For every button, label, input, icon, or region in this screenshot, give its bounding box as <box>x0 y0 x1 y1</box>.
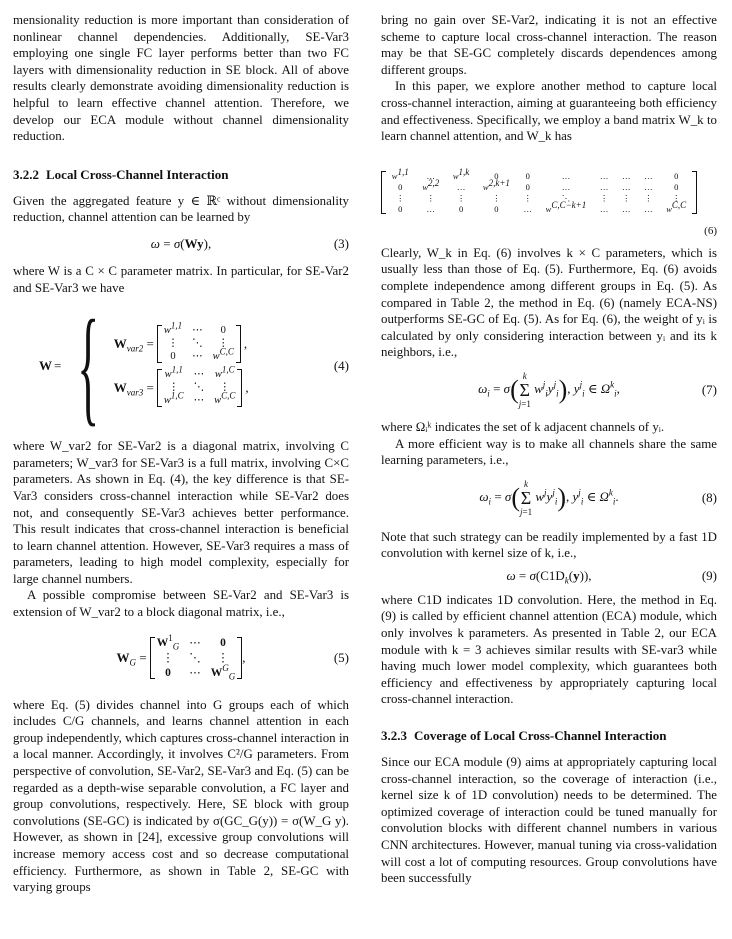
section-heading-3-2-2 <box>13 167 349 183</box>
paragraph-se-gc-gain: bring no gain over SE-Var2, indicating it is not an effective scheme to capture local cross-channel interaction. The reason may be that SE-GC completely discards dependences among different groups. <box>381 13 717 77</box>
left-column <box>13 12 349 896</box>
equation-4: W = { $W_{var2}$ = $w^{1,1}$ ⋯ 0 ⋮ ⋱ ⋮ 0 ⋯ $w^{C,C}$ , $W_{var3}$ = $w^{1,1}$ ⋯ $w^{1,C}$ ⋮ ⋱ ⋮ $w^{1,C}$ ⋯ $w^{C,C}$ , (4) <box>39 294 349 439</box>
equation-number: (5) <box>333 649 349 665</box>
paragraph-group-convolution: where Eq. (5) divides channel into G groups each of which includes C/G channels, and learns channel attention in each group independently, which captures cross-channel interaction in a local manner. Accordingly, it involves C²/G parameters. From perspective of convolution, SE-Var2, SE-Var3 and Eq. (5) can be regarded as a depth-wise separable convolution, a FC layer and group convolutions, respectively. Here, SE block with group convolutions (SE-GC) is indicated by σ(GC_G(y)) = σ(W_G y). However, as shown in [24], excessive group convolutions will increase memory access cost and so decrease computational efficiency. Furthermore, as shown in Table 2, SE-GC with varying groups <box>13 697 349 895</box>
paragraph-dim-reduction: mensionality reduction is more important than consideration of nonlinear channel dependencies. Additionally, SE-Var3 employing one single FC layer performs better than two FC layers with dimensionality reduction in SE block. All of above results clearly demonstrate avoiding dimensionality reduction is helpful to learn effective channel attention. Therefore, we develop our ECA module without channel dimensionality reduction. <box>13 13 349 144</box>
section-number: 3.2.2 <box>13 166 39 182</box>
equation-number: (9) <box>701 567 717 583</box>
paragraph-aggregated-feature: Given the aggregated feature y ∈ ℝᶜ without dimensionality reduction, channel attention can be learned by <box>13 193 349 225</box>
section-title: Coverage of Local Cross-Channel Interaction <box>414 728 667 744</box>
paragraph-var2-var3: where W_var2 for SE-Var2 is a diagonal matrix, involving C parameters; W_var3 for SE-Var3 is a full matrix, involving C×C parameters. As shown in Eq. (4), the key difference is that SE-Var3 considers cross-channel interaction while SE-Var2 does not, and consequently SE-Var3 achieves better performance. This result indicates that cross-channel interaction is beneficial to learn channel attention. However, SE-Var3 requires a mass of parameters, leading to high model complexity, especially for large channel numbers. <box>13 439 349 586</box>
paragraph-coverage: Since our ECA module (9) aims at appropriately capturing local cross-channel interaction, so the coverage of interaction (i.e., kernel size k of 1D convolution) needs to be determined. The optimized coverage of interaction could be tuned manually for convolution blocks with different channel numbers in various CNN architectures. However, manual tuning via cross-validation will cost a lot of computing resources. Group convolutions have been successfully <box>381 755 717 886</box>
paragraph-band-parameters: Clearly, W_k in Eq. (6) involves k × C parameters, which is usually less than those of Eq. (5). Furthermore, Eq. (6) avoids complete independence among different groups in Eq. (5). As compared in Table 2, the method in Eq. (6) (namely ECA-NS) outperforms SE-GC of Eq. (5). As for Eq. (6), the weight of yᵢ is calculated by only considering interaction between yᵢ and its k neighbors, i.e., <box>381 245 717 360</box>
paragraph-eca-module: where C1D indicates 1D convolution. Here, the method in Eq. (9) is called by efficient channel attention (ECA) module, which only involves k parameters. As presented in Table 2, our ECA module with k = 3 achieves similar results with SE-var3 while having much lower model complexity, which guarantees both efficiency and effectiveness by appropriately capturing local cross-channel interaction. <box>381 592 717 707</box>
equation-number: (3) <box>333 235 349 251</box>
section-title: Local Cross-Channel Interaction <box>46 166 229 182</box>
right-column <box>381 12 717 887</box>
equation-3: ω = σ(Wy), (3) <box>150 235 349 251</box>
section-heading-3-2-3 <box>381 728 717 744</box>
equation-7: $\omega_i = \sigma$( k Σ j=1 $w^j_iy^j_i$), $y^j_i$ ∈ $\Omega^k_i$, (7) <box>478 370 717 409</box>
equation-number: (8) <box>701 489 717 505</box>
paragraph-parameter-matrix: where W is a C × C parameter matrix. In particular, for SE-Var2 and SE-Var3 we have <box>13 263 349 295</box>
paragraph-adjacent-channels: where Ωᵢᵏ indicates the set of k adjacent channels of yᵢ. <box>381 419 665 434</box>
equation-8: $\omega_i = \sigma$( k Σ j=1 $w^jy^j_i$), $y^j_i$ ∈ $\Omega^k_i$. (8) <box>479 478 717 517</box>
paragraph-band-matrix: In this paper, we explore another method to capture local cross-channel interaction, aiming at guaranteeing both efficiency and effectiveness. Specifically, we employ a band matrix W_k to learn channel attention, and W_k has <box>381 79 717 144</box>
paragraph-fast-1d-conv: Note that such strategy can be readily implemented by a fast 1D convolution with kernel size of k, i.e., <box>381 529 717 561</box>
equation-number: (6) <box>704 224 717 237</box>
paragraph-shared-parameters: A more efficient way is to make all channels share the same learning parameters, i.e., <box>381 436 717 468</box>
equation-number: (7) <box>701 381 717 397</box>
paragraph-compromise: A possible compromise between SE-Var2 and SE-Var3 is extension of W_var2 to a block diagonal matrix, i.e., <box>13 588 349 620</box>
section-number: 3.2.3 <box>381 728 407 744</box>
equation-9: $\omega = \sigma(C1D_k(y))$, (9) <box>506 567 717 586</box>
equation-6: $w^{1,1}$ … $w^{1,k}$ 0 0 … … … … 0 0 $w^{2,2}$ … $w^{2,k+1}$ 0 … … … … 0 ⋮ ⋮ ⋮ ⋮ ⋮ ⋱ ⋮ ⋮ ⋮ ⋮ 0 … 0 0 … $w^{C,C-k+1}$ … … … $w^{C,C}$ (6) <box>381 151 717 235</box>
equation-number: (4) <box>333 358 349 374</box>
equation-5: $W_G$ = $W^1_G$ ⋯ 0 ⋮ ⋱ ⋮ 0 ⋯ $W^G_G$ , (5) <box>116 632 349 681</box>
